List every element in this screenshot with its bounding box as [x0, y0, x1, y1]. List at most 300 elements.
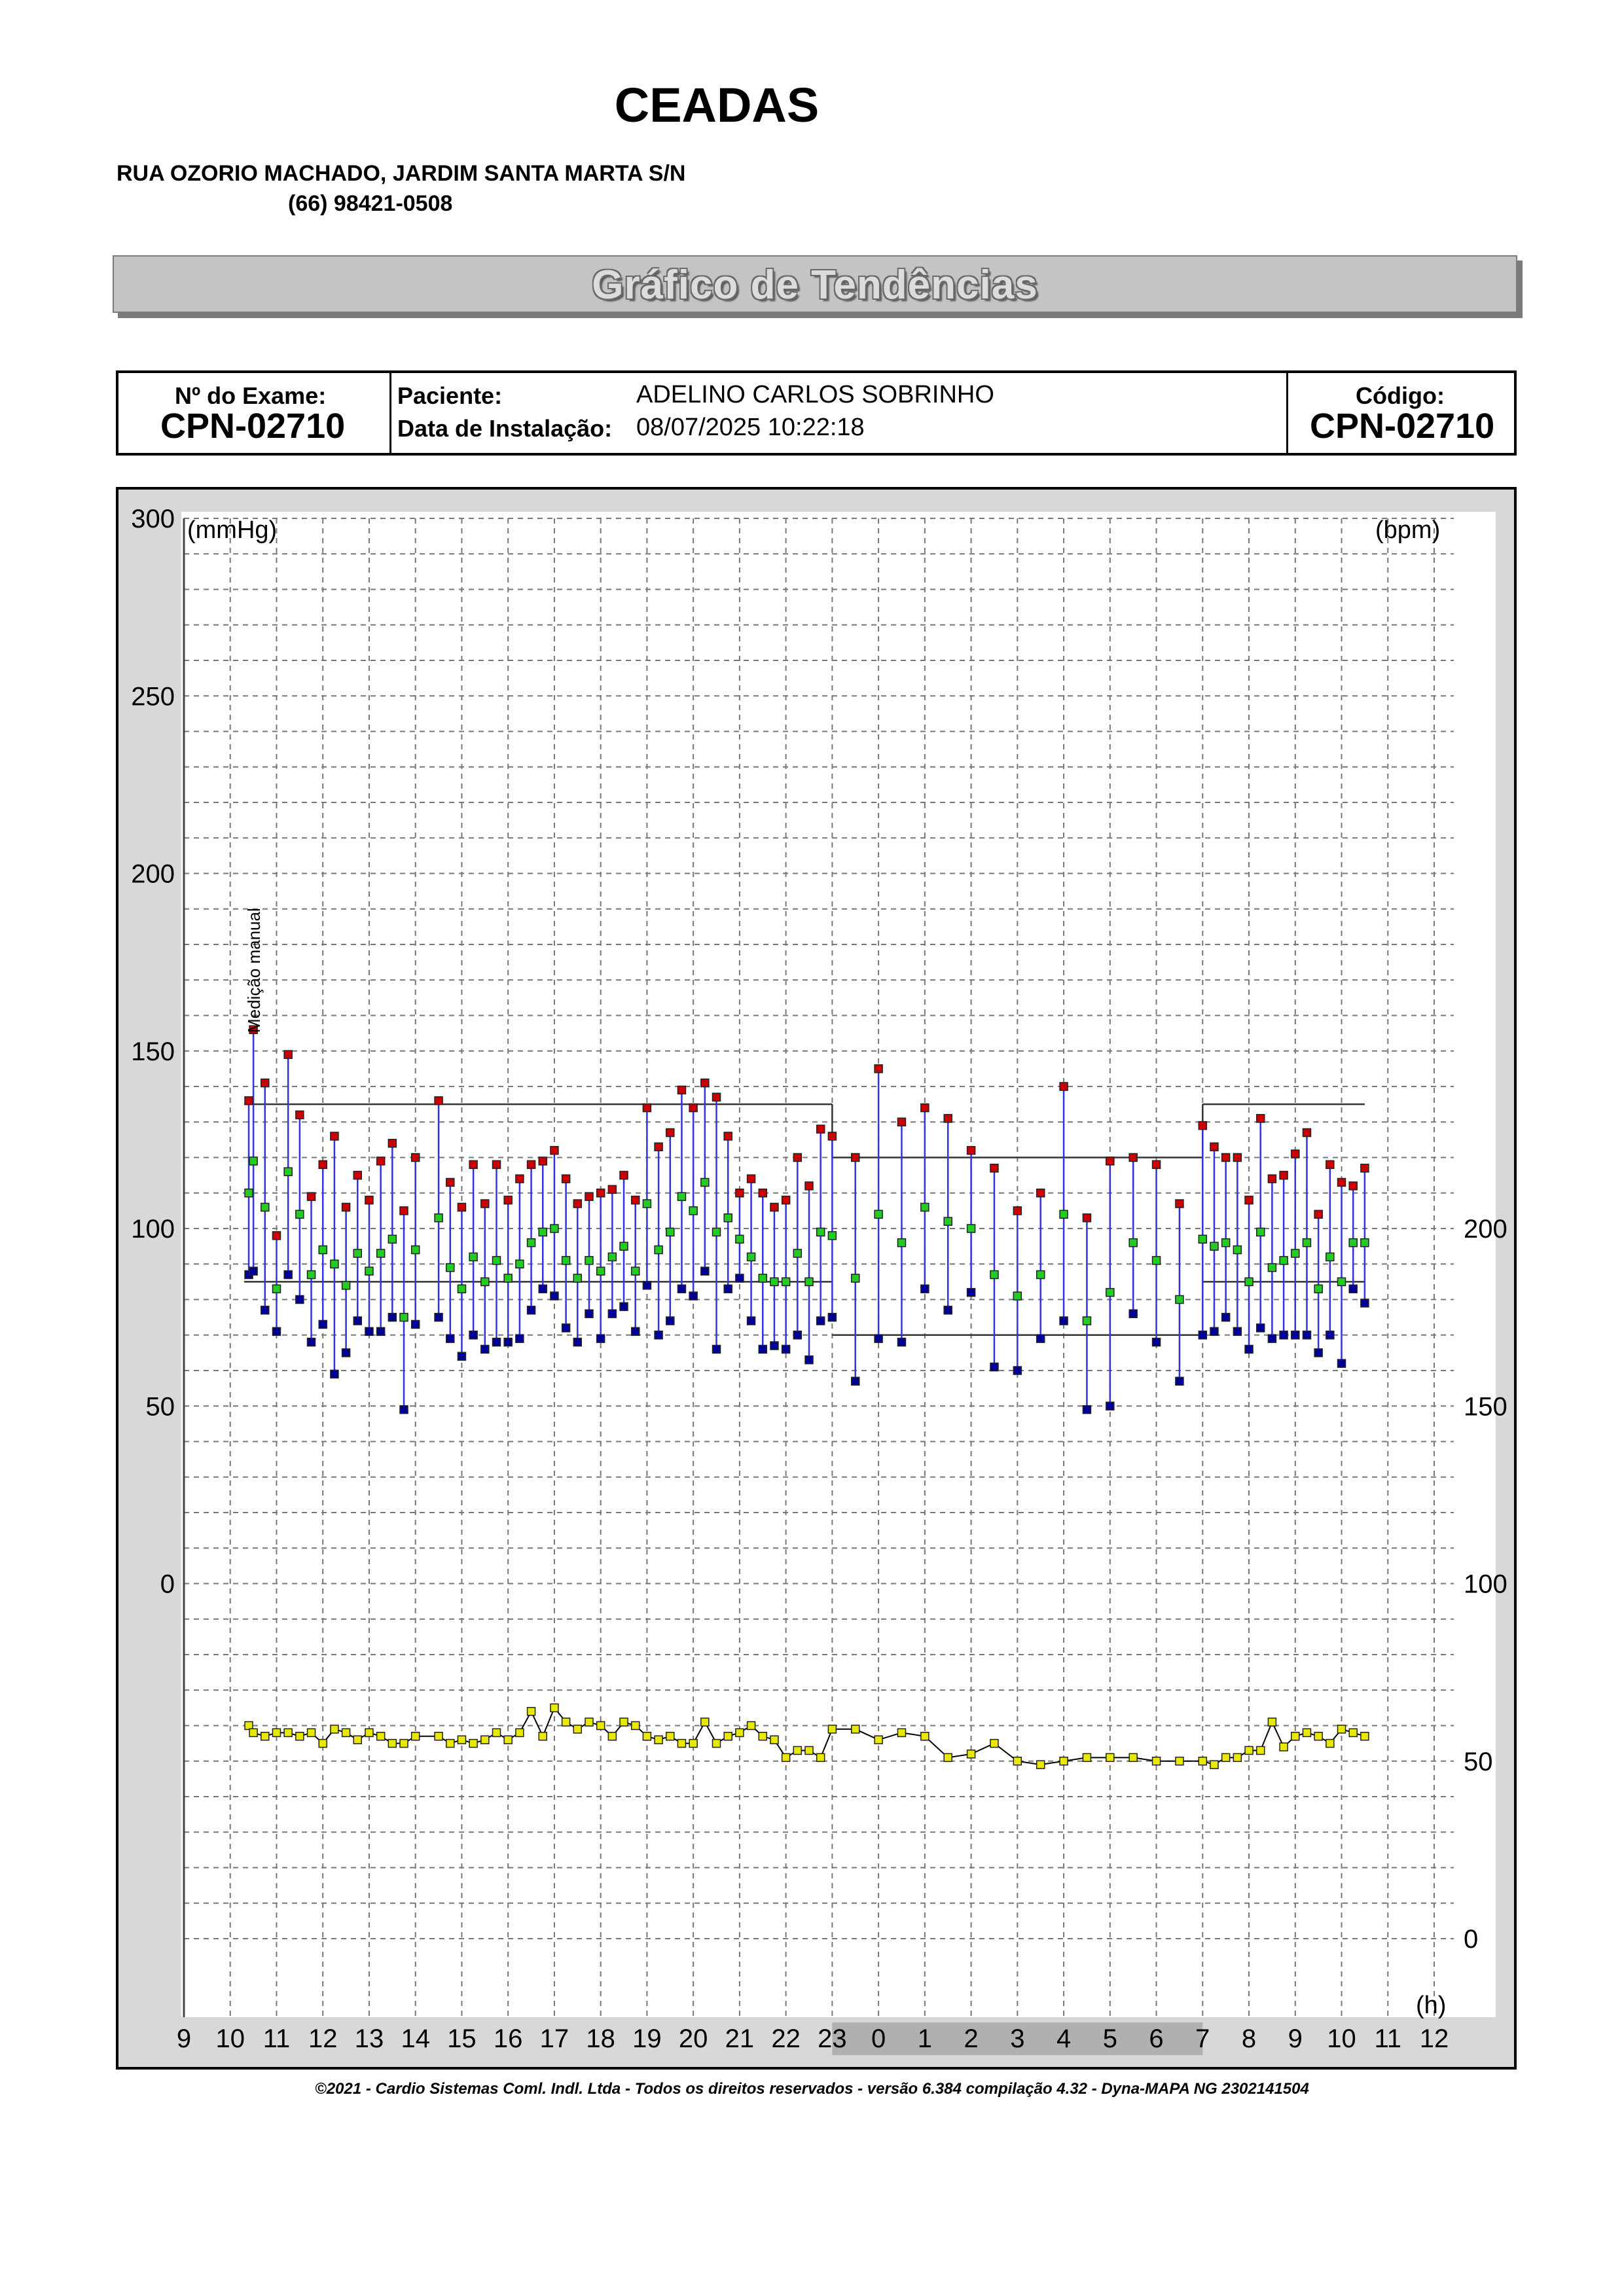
heart-rate-point	[608, 1732, 616, 1740]
systolic-point	[875, 1065, 882, 1073]
mean-point	[296, 1210, 304, 1218]
systolic-point	[1153, 1160, 1161, 1168]
heart-rate-point	[400, 1740, 408, 1748]
heart-rate-point	[342, 1729, 350, 1736]
diastolic-point	[782, 1345, 790, 1353]
heart-rate-point	[944, 1753, 952, 1761]
x-tick-label: 12	[1419, 2024, 1449, 2053]
mean-point	[643, 1200, 651, 1208]
mean-point	[608, 1253, 616, 1261]
diastolic-point	[539, 1285, 547, 1293]
mean-point	[481, 1278, 489, 1285]
diastolic-point	[469, 1331, 477, 1339]
diastolic-point	[1153, 1338, 1161, 1346]
mean-point	[921, 1203, 929, 1211]
mean-point	[562, 1257, 570, 1265]
heart-rate-point	[782, 1753, 790, 1761]
y-left-tick-label: 200	[131, 859, 175, 889]
mean-point	[1314, 1285, 1322, 1293]
mean-point	[1291, 1249, 1299, 1257]
diastolic-point	[875, 1335, 882, 1342]
code-cell	[1286, 373, 1514, 453]
systolic-point	[1280, 1172, 1288, 1179]
diastolic-point	[516, 1335, 524, 1342]
x-tick-label: 7	[1195, 2024, 1210, 2053]
heart-rate-point	[689, 1740, 697, 1748]
diastolic-point	[585, 1310, 593, 1318]
x-tick-label: 11	[262, 2024, 291, 2053]
heart-rate-point	[1199, 1757, 1206, 1765]
diastolic-point	[377, 1327, 385, 1335]
systolic-point	[458, 1203, 465, 1211]
heart-rate-point	[249, 1729, 257, 1736]
mean-point	[724, 1214, 732, 1222]
heart-rate-point	[1210, 1761, 1218, 1768]
mean-point	[805, 1278, 813, 1285]
systolic-point	[342, 1203, 350, 1211]
mean-point	[597, 1267, 605, 1275]
heart-rate-point	[1083, 1753, 1091, 1761]
diastolic-point	[1176, 1377, 1183, 1385]
code-value: CPN-02710	[1310, 406, 1495, 446]
systolic-point	[793, 1154, 801, 1162]
mean-point	[365, 1267, 373, 1275]
diastolic-point	[736, 1274, 744, 1282]
systolic-point	[620, 1172, 628, 1179]
diastolic-point	[793, 1331, 801, 1339]
install-date-label: Data de Instalação:	[397, 415, 613, 442]
systolic-point	[689, 1104, 697, 1112]
diastolic-point	[412, 1320, 420, 1328]
exam-info-box	[116, 370, 1517, 456]
heart-rate-point	[550, 1704, 558, 1712]
heart-rate-point	[852, 1725, 859, 1733]
systolic-point	[353, 1172, 361, 1179]
heart-rate-point	[319, 1740, 327, 1748]
heart-rate-point	[435, 1732, 442, 1740]
diastolic-point	[724, 1285, 732, 1293]
systolic-point	[412, 1154, 420, 1162]
systolic-point	[1361, 1164, 1369, 1172]
systolic-point	[852, 1154, 859, 1162]
diastolic-point	[759, 1345, 767, 1353]
diastolic-point	[1268, 1335, 1276, 1342]
diastolic-point	[1233, 1327, 1241, 1335]
copyright-footer: ©2021 - Cardio Sistemas Coml. Indl. Ltda - Todos os direitos reservados - versão 6.384 compilação 4.32 - Dyna-MAPA NG 2302141504	[315, 2080, 1309, 2098]
heart-rate-point	[655, 1736, 662, 1744]
systolic-point	[1233, 1154, 1241, 1162]
diastolic-point	[284, 1271, 292, 1279]
systolic-point	[805, 1182, 813, 1190]
systolic-point	[550, 1147, 558, 1155]
systolic-point	[817, 1125, 825, 1133]
heart-rate-point	[793, 1746, 801, 1754]
heart-rate-point	[1245, 1746, 1253, 1754]
heart-rate-point	[493, 1729, 501, 1736]
systolic-point	[331, 1132, 338, 1140]
mean-point	[272, 1285, 280, 1293]
systolic-point	[1349, 1182, 1357, 1190]
diastolic-point	[944, 1306, 952, 1314]
mean-point	[331, 1260, 338, 1268]
systolic-point	[469, 1160, 477, 1168]
diastolic-point	[828, 1314, 836, 1321]
diastolic-point	[921, 1285, 929, 1293]
heart-rate-point	[388, 1740, 396, 1748]
x-tick-label: 14	[401, 2024, 430, 2053]
y-axis-label-right: (bpm)	[1375, 516, 1441, 544]
systolic-point	[897, 1118, 905, 1126]
heart-rate-point	[759, 1732, 767, 1740]
systolic-point	[759, 1189, 767, 1197]
diastolic-point	[400, 1406, 408, 1414]
report-title: Gráfico de Tendências	[592, 262, 1038, 308]
heart-rate-point	[597, 1722, 605, 1730]
heart-rate-point	[1326, 1740, 1334, 1748]
mean-point	[677, 1193, 685, 1200]
heart-rate-point	[632, 1722, 640, 1730]
mean-point	[319, 1246, 327, 1254]
heart-rate-point	[331, 1725, 338, 1733]
systolic-point	[724, 1132, 732, 1140]
mean-point	[550, 1225, 558, 1232]
systolic-point	[245, 1097, 253, 1105]
diastolic-point	[528, 1306, 535, 1314]
systolic-point	[1268, 1175, 1276, 1183]
diastolic-point	[1349, 1285, 1357, 1293]
heart-rate-point	[272, 1729, 280, 1736]
systolic-point	[1222, 1154, 1230, 1162]
diastolic-point	[504, 1338, 512, 1346]
diastolic-point	[608, 1310, 616, 1318]
diastolic-point	[1326, 1331, 1334, 1339]
systolic-point	[516, 1175, 524, 1183]
mean-point	[493, 1257, 501, 1265]
patient-name: ADELINO CARLOS SOBRINHO	[636, 381, 994, 408]
heart-rate-point	[817, 1753, 825, 1761]
mean-point	[245, 1189, 253, 1197]
heart-rate-point	[1303, 1729, 1310, 1736]
mean-point	[793, 1249, 801, 1257]
diastolic-point	[296, 1296, 304, 1304]
heart-rate-point	[677, 1740, 685, 1748]
systolic-point	[632, 1196, 640, 1204]
mean-point	[261, 1203, 269, 1211]
diastolic-point	[435, 1314, 442, 1321]
heart-rate-point	[365, 1729, 373, 1736]
diastolic-point	[1291, 1331, 1299, 1339]
systolic-point	[400, 1207, 408, 1215]
diastolic-point	[1083, 1406, 1091, 1414]
mean-point	[1338, 1278, 1346, 1285]
mean-point	[377, 1249, 385, 1257]
mean-point	[284, 1168, 292, 1175]
exam-number-value: CPN-02710	[160, 406, 346, 446]
x-tick-label: 3	[1010, 2024, 1025, 2053]
mean-point	[1245, 1278, 1253, 1285]
systolic-point	[1338, 1178, 1346, 1186]
systolic-point	[828, 1132, 836, 1140]
x-tick-label: 16	[493, 2024, 523, 2053]
diastolic-point	[1106, 1402, 1114, 1410]
organization-name: CEADAS	[614, 78, 820, 132]
x-tick-label: 10	[1327, 2024, 1356, 2053]
systolic-point	[585, 1193, 593, 1200]
heart-rate-point	[1338, 1725, 1346, 1733]
heart-rate-point	[701, 1718, 709, 1726]
heart-rate-point	[967, 1750, 975, 1758]
mean-point	[852, 1274, 859, 1282]
diastolic-point	[643, 1282, 651, 1289]
heart-rate-point	[377, 1732, 385, 1740]
mean-point	[1153, 1257, 1161, 1265]
diastolic-point	[1314, 1349, 1322, 1357]
heart-rate-point	[1176, 1757, 1183, 1765]
mean-point	[701, 1178, 709, 1186]
y-right-tick-label: 200	[1464, 1215, 1507, 1244]
mean-point	[1280, 1257, 1288, 1265]
heart-rate-point	[770, 1736, 778, 1744]
diastolic-point	[713, 1345, 721, 1353]
x-tick-label: 11	[1374, 2024, 1402, 2053]
mean-point	[689, 1207, 697, 1215]
mean-point	[1222, 1239, 1230, 1247]
mean-point	[1326, 1253, 1334, 1261]
x-tick-label: 6	[1149, 2024, 1164, 2053]
diastolic-point	[1060, 1317, 1068, 1325]
diastolic-point	[493, 1338, 501, 1346]
systolic-point	[481, 1200, 489, 1208]
heart-rate-point	[1153, 1757, 1161, 1765]
x-tick-label: 17	[539, 2024, 569, 2053]
diastolic-point	[342, 1349, 350, 1357]
systolic-point	[528, 1160, 535, 1168]
diastolic-point	[1303, 1331, 1310, 1339]
systolic-point	[261, 1079, 269, 1087]
heart-rate-point	[666, 1732, 674, 1740]
x-tick-label: 9	[1288, 2024, 1303, 2053]
y-right-tick-label: 0	[1464, 1925, 1479, 1954]
mean-point	[585, 1257, 593, 1265]
heart-rate-point	[875, 1736, 882, 1744]
mean-point	[770, 1278, 778, 1285]
mean-point	[1199, 1235, 1206, 1243]
diastolic-point	[1361, 1299, 1369, 1307]
mean-point	[435, 1214, 442, 1222]
systolic-point	[701, 1079, 709, 1087]
heart-rate-point	[921, 1732, 929, 1740]
mean-point	[1349, 1239, 1357, 1247]
systolic-point	[770, 1203, 778, 1211]
diastolic-point	[817, 1317, 825, 1325]
diastolic-point	[990, 1363, 998, 1371]
heart-rate-point	[1013, 1757, 1021, 1765]
systolic-point	[1060, 1083, 1068, 1090]
systolic-point	[284, 1050, 292, 1058]
y-right-tick-label: 150	[1464, 1392, 1507, 1422]
heart-rate-point	[446, 1740, 454, 1748]
y-left-tick-label: 50	[145, 1392, 175, 1422]
diastolic-point	[689, 1292, 697, 1300]
heart-rate-point	[284, 1729, 292, 1736]
diastolic-point	[550, 1292, 558, 1300]
heart-rate-point	[353, 1736, 361, 1744]
heart-rate-point	[504, 1736, 512, 1744]
heart-rate-point	[828, 1725, 836, 1733]
systolic-point	[597, 1189, 605, 1197]
heart-rate-point	[1314, 1732, 1322, 1740]
mean-point	[1268, 1264, 1276, 1272]
systolic-point	[272, 1232, 280, 1240]
mean-point	[469, 1253, 477, 1261]
mean-point	[1060, 1210, 1068, 1218]
mean-point	[655, 1246, 662, 1254]
mean-point	[713, 1228, 721, 1236]
systolic-point	[1210, 1143, 1218, 1151]
heart-rate-point	[261, 1732, 269, 1740]
mean-point	[1303, 1239, 1310, 1247]
diastolic-point	[748, 1317, 755, 1325]
trend-chart	[118, 490, 1514, 2067]
diastolic-point	[573, 1338, 581, 1346]
systolic-point	[446, 1178, 454, 1186]
diastolic-point	[308, 1338, 316, 1346]
exam-number-cell	[118, 373, 391, 453]
x-tick-label: 1	[917, 2024, 932, 2053]
diastolic-point	[677, 1285, 685, 1293]
heart-rate-point	[481, 1736, 489, 1744]
heart-rate-point	[990, 1740, 998, 1748]
y-right-tick-label: 50	[1464, 1747, 1493, 1776]
diastolic-point	[852, 1377, 859, 1385]
mean-point	[1257, 1228, 1265, 1236]
diastolic-point	[388, 1314, 396, 1321]
heart-rate-point	[562, 1718, 570, 1726]
diastolic-point	[1013, 1367, 1021, 1374]
diastolic-point	[458, 1352, 465, 1360]
y-left-tick-label: 100	[131, 1215, 175, 1244]
diastolic-point	[770, 1342, 778, 1350]
diastolic-point	[620, 1302, 628, 1310]
diastolic-point	[1037, 1335, 1045, 1342]
y-left-tick-label: 150	[131, 1037, 175, 1066]
heart-rate-point	[643, 1732, 651, 1740]
heart-rate-point	[1129, 1753, 1137, 1761]
mean-point	[897, 1239, 905, 1247]
diastolic-point	[805, 1356, 813, 1364]
x-tick-label: 10	[215, 2024, 245, 2053]
diastolic-point	[1210, 1327, 1218, 1335]
systolic-point	[319, 1160, 327, 1168]
x-tick-label: 21	[725, 2024, 755, 2053]
mean-point	[817, 1228, 825, 1236]
systolic-point	[1037, 1189, 1045, 1197]
mean-point	[504, 1274, 512, 1282]
diastolic-point	[632, 1327, 640, 1335]
heart-rate-point	[458, 1736, 465, 1744]
heart-rate-point	[1280, 1743, 1288, 1751]
systolic-point	[944, 1115, 952, 1122]
mean-point	[782, 1278, 790, 1285]
diastolic-point	[666, 1317, 674, 1325]
diastolic-point	[897, 1338, 905, 1346]
diastolic-point	[655, 1331, 662, 1339]
manual-measurement-annotation: Medição manual	[244, 908, 264, 1033]
x-tick-label: 9	[176, 2024, 192, 2053]
mean-point	[446, 1264, 454, 1272]
systolic-point	[1314, 1210, 1322, 1218]
mean-point	[388, 1235, 396, 1243]
mean-point	[1106, 1289, 1114, 1297]
mean-point	[1129, 1239, 1137, 1247]
heart-rate-point	[528, 1708, 535, 1715]
heart-rate-point	[1233, 1753, 1241, 1761]
heart-rate-point	[412, 1732, 420, 1740]
heart-rate-point	[1349, 1729, 1357, 1736]
heart-rate-point	[805, 1746, 813, 1754]
heart-rate-point	[1060, 1757, 1068, 1765]
diastolic-point	[446, 1335, 454, 1342]
diastolic-point	[365, 1327, 373, 1335]
diastolic-point	[701, 1267, 709, 1275]
mean-point	[990, 1271, 998, 1279]
systolic-point	[296, 1111, 304, 1119]
heart-rate-point	[1291, 1732, 1299, 1740]
systolic-point	[748, 1175, 755, 1183]
systolic-point	[643, 1104, 651, 1112]
x-tick-label: 15	[447, 2024, 477, 2053]
systolic-point	[666, 1129, 674, 1137]
x-tick-label: 22	[771, 2024, 801, 2053]
systolic-point	[990, 1164, 998, 1172]
x-tick-label: 13	[354, 2024, 384, 2053]
heart-rate-point	[1257, 1746, 1265, 1754]
x-axis-label: (h)	[1416, 1992, 1447, 2019]
y-axis-label-left: (mmHg)	[187, 516, 278, 544]
mean-point	[573, 1274, 581, 1282]
heart-rate-point	[724, 1732, 732, 1740]
systolic-point	[608, 1185, 616, 1193]
systolic-point	[377, 1157, 385, 1165]
mean-point	[736, 1235, 744, 1243]
diastolic-point	[1257, 1324, 1265, 1332]
diastolic-point	[1199, 1331, 1206, 1339]
systolic-point	[1013, 1207, 1021, 1215]
mean-point	[666, 1228, 674, 1236]
systolic-point	[539, 1157, 547, 1165]
x-tick-label: 19	[632, 2024, 662, 2053]
mean-point	[759, 1274, 767, 1282]
mean-point	[1176, 1296, 1183, 1304]
x-tick-label: 12	[308, 2024, 338, 2053]
patient-cell	[389, 373, 1288, 453]
heart-rate-point	[308, 1729, 316, 1736]
x-tick-label: 4	[1056, 2024, 1072, 2053]
diastolic-point	[562, 1324, 570, 1332]
heart-rate-point	[620, 1718, 628, 1726]
diastolic-point	[249, 1267, 257, 1275]
heart-rate-point	[736, 1729, 744, 1736]
diastolic-point	[1129, 1310, 1137, 1318]
mean-point	[944, 1217, 952, 1225]
diastolic-point	[261, 1306, 269, 1314]
trend-chart-frame	[116, 487, 1517, 2070]
heart-rate-point	[1268, 1718, 1276, 1726]
x-tick-label: 8	[1241, 2024, 1257, 2053]
systolic-point	[782, 1196, 790, 1204]
systolic-point	[677, 1086, 685, 1094]
heart-rate-point	[748, 1722, 755, 1730]
